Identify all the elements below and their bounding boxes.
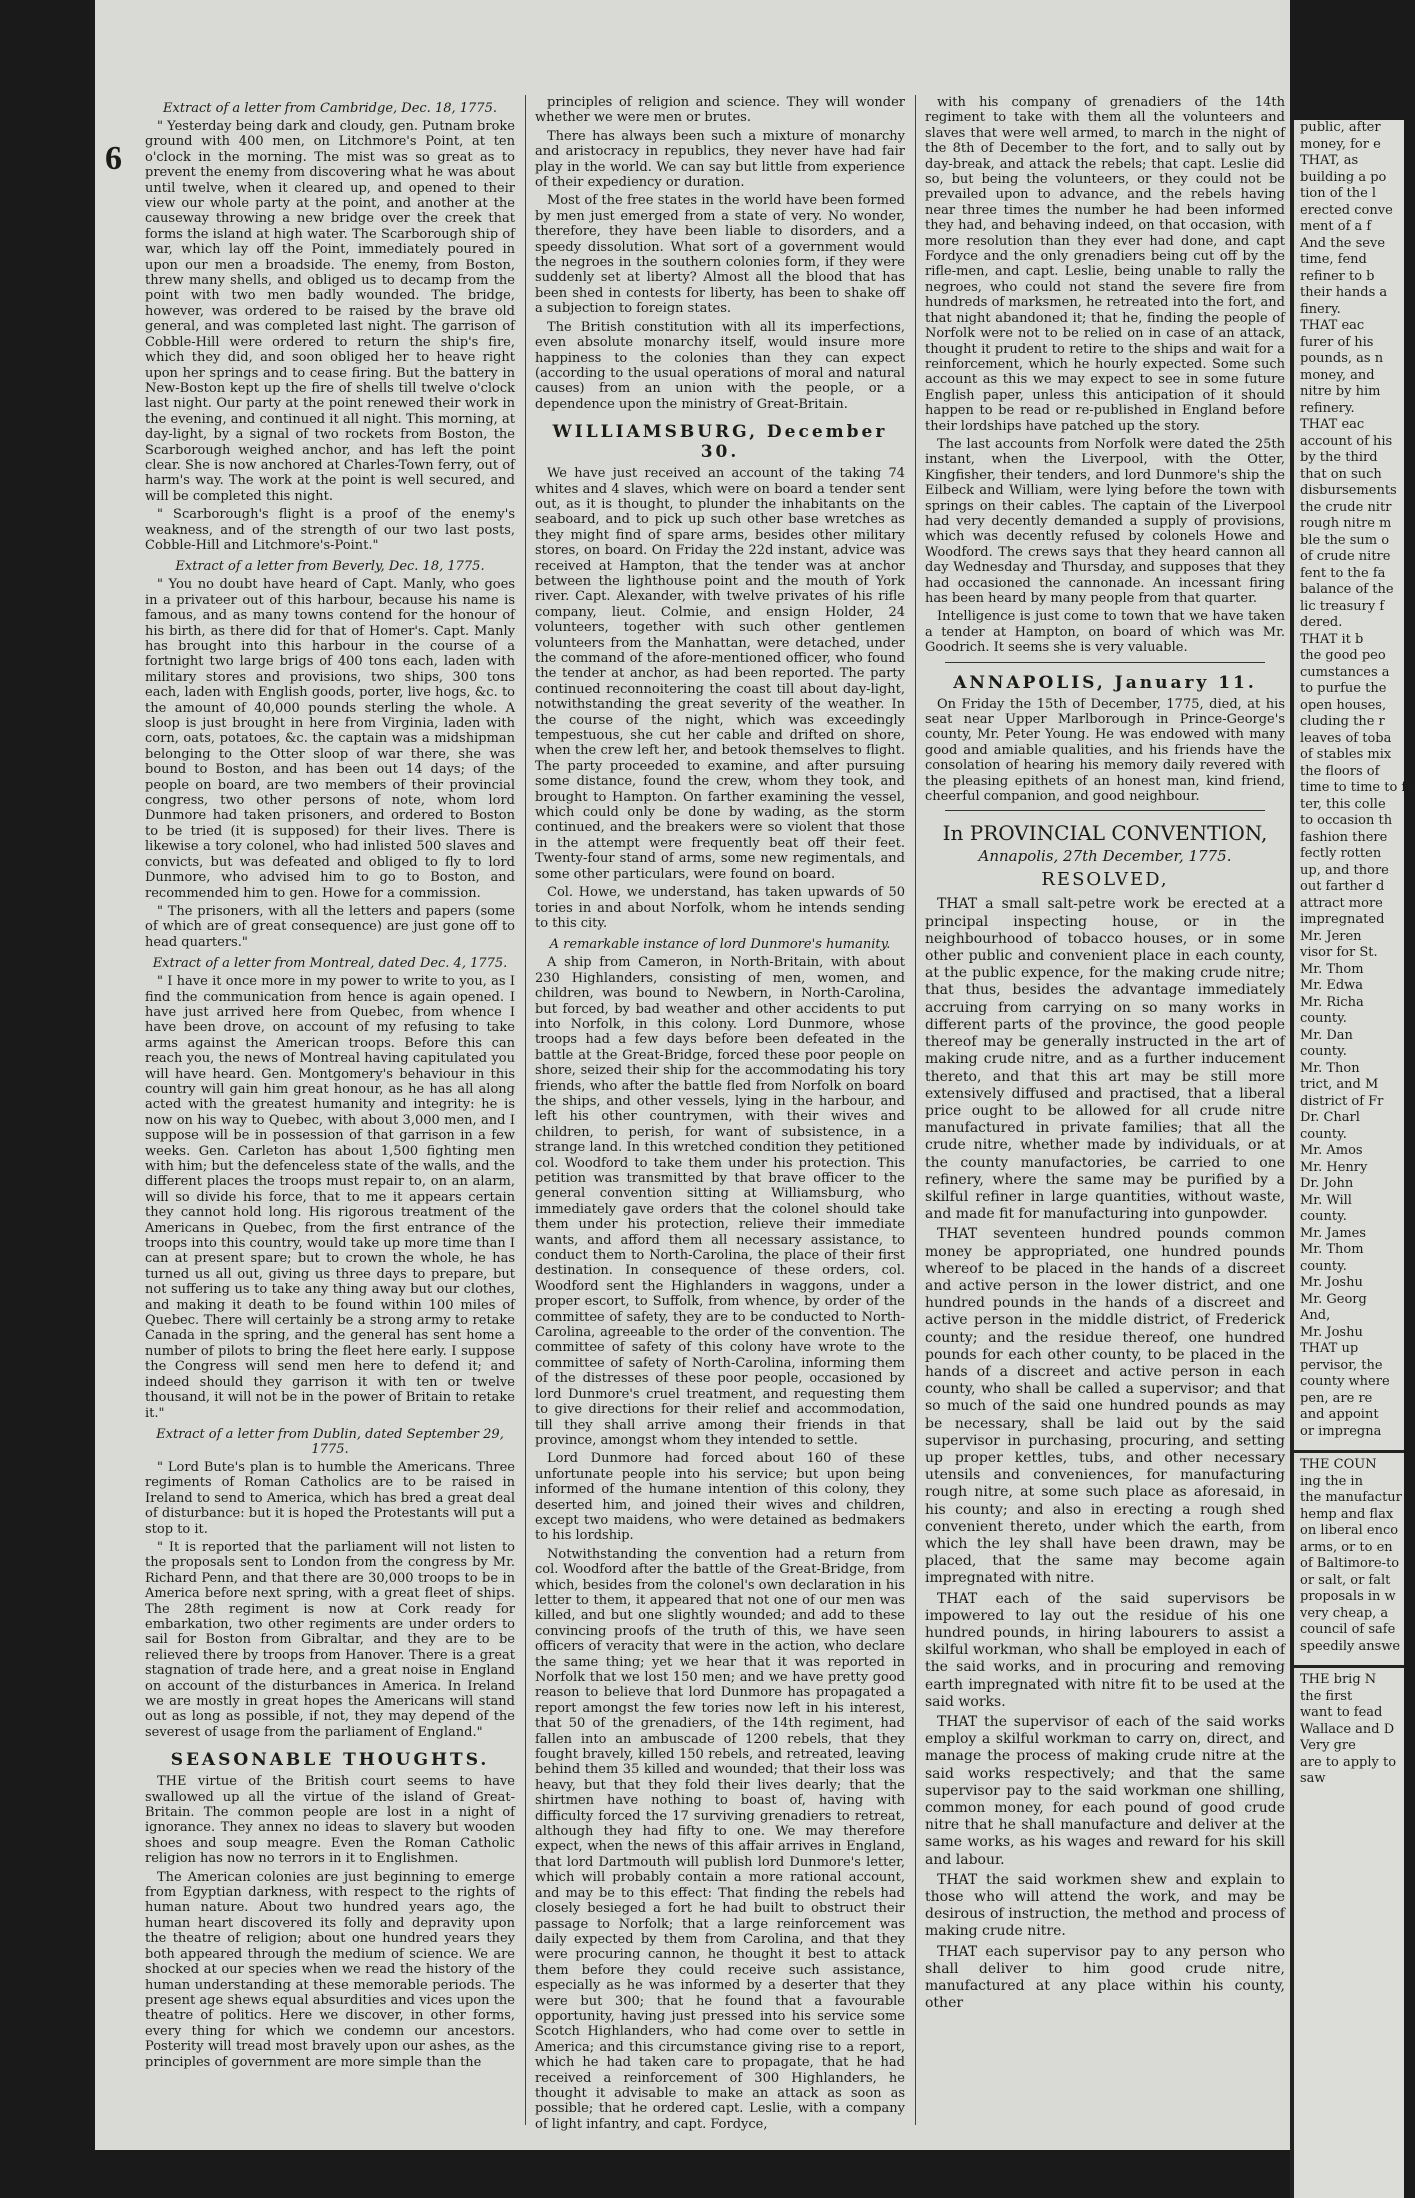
resolution: THAT the said workmen shew and explain to those who will attend the work, and may be desirous of instruction, the method and process of making crude nitre. bbox=[925, 1871, 1285, 1940]
fragment-line: out farther d bbox=[1300, 879, 1385, 894]
fragment-line: or impregna bbox=[1300, 1423, 1382, 1439]
fragment-line: THAT eac bbox=[1300, 417, 1365, 432]
fragment-line: cluding the r bbox=[1300, 714, 1385, 729]
fragment-line: Mr. Joshu bbox=[1300, 1275, 1363, 1290]
resolution: THAT a small salt-petre work be erected at a principal inspecting house, or in the neighbourhood of tobacco houses, or in some other public and convenient place in each county, at the public expence, for the making crude nitre; that thus, besides the advantage immediately accruing from carrying on so many works in different parts of the province, the good people thereof may be generally instructed in the art of making crude nitre, and as a further inducement thereto, and that this art may be still more extensively diffused and practised, that a liberal price ought to be allowed for all crude nitre manufactured in private families; that all the crude nitre, whether made by individuals, or at the county manufactories, be carried to one refinery, where the same may be purified by a skilful refiner in large quantities, without waste, and made fit for manufacturing into gunpowder. bbox=[925, 896, 1285, 1223]
fragment-line: refinery. bbox=[1300, 400, 1355, 416]
column-rule bbox=[915, 95, 916, 2125]
fragment-line: leaves of toba bbox=[1300, 730, 1392, 746]
paragraph: " You no doubt have heard of Capt. Manly, who goes in a privateer out of this harbour, because his name is famous, and as many towns contend for the honour of his birth, as there did for that of Homer's. Capt. Manly has brought into this harbour in the course of a fortnight two large brigs of 400 tons each, laden with military stores and provisions, two ships, 300 tons each, laden with English goods, porter, live hogs, &c. to the amount of 40,000 pounds sterling the whole. A sloop is just brought in here from Virginia, laden with corn, oats, potatoes, &c. the captain was a midshipman belonging to the Otter sloop of war there, she was bound to Boston, and has been out 14 days; of the people on board, are two members of their provincial congress, two other persons of note, whom lord Dunmore had taken prisoners, and ordered to Boston to be tried (it is supposed) for their lives. There is likewise a tory colonel, who had inlisted 500 slaves and convicts, but was defeated and obliged to fly to lord Dunmore, who advised him to go to Boston, and recommended him to gen. Howe for a commission. bbox=[145, 577, 515, 901]
paragraph: " I have it once more in my power to write to you, as I find the communication from hence is again opened. I have just arrived here from Quebec, from whence I have been drove, on account of my refusing to take arms against the American troops. Before this can reach you, the news of Montreal having capitulated you will have heard. Gen. Montgomery's behaviour in this country will gain him great honour, as he has all along acted with the greatest humanity and integrity: he is now on his way to Quebec, with about 3,000 men, and I suppose will be in possession of that garrison in a few weeks. Gen. Carleton has about 1,500 fighting men with him; but the defenceless state of the walls, and the different places the troops must repair to, on an alarm, will so divide his force, that to me it appears certain they cannot hold long. His rigorous treatment of the Americans in Quebec, from the first entrance of the troops into this country, would take up more time than I can at present spare; but to crown the whole, he has turned us all out, giving us three days to prepare, but not suffering us to take any thing away but our clothes, and making it death to be found within 100 miles of Quebec. There will certainly be a strong army to retake Canada in the spring, and the general has sent home a number of pilots to bring the fleet here early. I suppose the Congress will send men here to defend it; and indeed should they garrison it with ten or twelve thousand, it will not be in the power of Britain to retake it." bbox=[145, 974, 515, 1421]
fragment-lines bbox=[1294, 1457, 1404, 1655]
fragment-line: time to time to fp bbox=[1300, 780, 1415, 795]
fragment-lines bbox=[1294, 1672, 1404, 1788]
fragment-line: fent to the fa bbox=[1300, 565, 1386, 581]
paragraph: We have just received an account of the taking 74 whites and 4 slaves, which were on board a tender sent out, as it is thought, to plunder the inhabitants on the seaboard, and to pick up such other base wretches as they might find of spare arms, besides other military stores, on board. On Friday the 22d instant, advice was received at Hampton, that the tender was at anchor between the lighthouse point and the mouth of York river. Capt. Alexander, with twelve privates of his rifle company, lieut. Colmie, and ensign Holder, 24 volunteers, together with such other gentlemen volunteers from the Manhattan, were detached, under the command of the afore-mentioned officer, who found the tender at anchor, as had been reported. The party continued reconnoitering the coast till about day-light, notwithstanding the great severity of the weather. In the course of the night, which was exceedingly tempestuous, she cut her cable and drifted on shore, when the crew left her, and betook themselves to flight. The party proceeded to examine, and after pursuing some distance, found the crew, whom they took, and brought to Hampton. On farther examining the vessel, which could only be done by wading, as the storm continued, and the breakers were so violent that those in the attempt were frequently beat off their feet. Twenty-four stand of arms, some new regimentals, and some other particulars, were found on board. bbox=[535, 466, 905, 882]
heading-annapolis: ANNAPOLIS, January 11. bbox=[953, 672, 1257, 693]
paragraph: There has always been such a mixture of monarchy and aristocracy in republics, they never have had fair play in the world. We can say but little from experience of their expediency or duration. bbox=[535, 128, 905, 191]
paragraph: THE virtue of the British court seems to have swallowed up all the virtue of the island of Great-Britain. The common people are lost in a night of ignorance. They annex no ideas to slavery but wooden shoes and soup meagre. Even the Roman Catholic religion has now no terrors in it to Englishmen. bbox=[145, 1774, 515, 1867]
fragment-line: erected conve bbox=[1300, 202, 1393, 218]
fragment-line: want to fead bbox=[1300, 1705, 1383, 1720]
paragraph: Lord Dunmore had forced about 160 of these unfortunate people into his service; but upon being informed of the humane intention of this colony, they deserted him, and joined their wives and children, except two maidens, who were detained as bedmakers to his lordship. bbox=[535, 1451, 905, 1544]
fragment-line: refiner to b bbox=[1300, 268, 1375, 284]
resolution: THAT seventeen hundred pounds common money be appropriated, one hundred pounds whereof to be placed in the hands of a discreet and active person in the lower district, and one hundred pounds in the hands of a discreet and active person in the middle district, of Frederick county; and the residue thereof, one hundred pounds for each other county, to be placed in the hands of a discreet and active person in each county, who shall be called a supervisor; and that so much of the said one hundred pounds as may be necessary, shall be laid out by the said supervisor in purchasing, procuring, and setting up proper kettles, tubs, and other necessary utensils and conveniences, for manufacturing rough nitre, at some such place as aforesaid, in his county; and also in erecting a rough shed convenient thereto, under which the earth, from which the ley shall have been drawn, may be placed, that the same may become again impregnated with nitre. bbox=[925, 1226, 1285, 1587]
fragment-line: balance of the bbox=[1300, 582, 1394, 597]
fragment-line: county. bbox=[1300, 1126, 1347, 1142]
fragment-line: And the seve bbox=[1300, 235, 1386, 251]
fragment-line: county. bbox=[1300, 1044, 1347, 1059]
fragment-line: attract more bbox=[1300, 895, 1383, 911]
fragment-line: money, for e bbox=[1300, 136, 1381, 152]
fragment-line: county where bbox=[1300, 1374, 1390, 1389]
fragment-line: hemp and flax bbox=[1300, 1506, 1394, 1522]
fragment-line: by the third bbox=[1300, 450, 1378, 465]
resolution: THAT each supervisor pay to any person who shall deliver to him good crude nitre, manufactured at any place within his county, other bbox=[925, 1943, 1285, 2012]
fragment-line: money, and bbox=[1300, 367, 1375, 383]
paragraph: On Friday the 15th of December, 1775, died, at his seat near Upper Marlborough in Prince-George's county, Mr. Peter Young. He was endowed with many good and amiable qualities, and his friends have the consolation of hearing his memory daily revered with the pleasing epithets of an honest man, kind friend, cheerful companion, and good neighbour. bbox=[925, 696, 1285, 805]
fragment-line: tion of the l bbox=[1300, 186, 1377, 201]
heading-montreal: Extract of a letter from Montreal, dated Dec. 4, 1775. bbox=[152, 956, 508, 972]
fragment-line: rough nitre m bbox=[1300, 516, 1392, 531]
paragraph: with his company of grenadiers of the 14th regiment to take with them all the volunteers and slaves that were well armed, to march in the night of the 8th of December to the fort, and to sally out by day-break, and attack the rebels; that capt. Leslie did so, but being the volunteers, or they could not be prevailed upon to advance, and the rebels having near three times the number he had been informed they had, and behaving indeed, on that occasion, with more resolution than they ever had done, and capt Fordyce and the only grenadiers being cut off by the rifle-men, and capt. Leslie, being unable to rally the negroes, who could not stand the severe fire from hundreds of marksmen, he retreated into the fort, and that night abandoned it; that he, finding the people of Norfolk were not to be relied on in case of an attack, thought it prudent to retire to the ships and wait for a reinforcement, which he hourly expected. Some such account as this we may expect to see in some future English paper, unless this anticipation of it should happen to be read or re-published in England before their lordships have patched up the story. bbox=[925, 95, 1285, 434]
fragment-line: trict, and M bbox=[1300, 1077, 1379, 1092]
fragment-line: Dr. John bbox=[1300, 1176, 1354, 1191]
fragment-line: open houses, bbox=[1300, 697, 1387, 713]
fragment-line: Wallace and D bbox=[1300, 1721, 1395, 1737]
fragment-line: Mr. Will bbox=[1300, 1192, 1352, 1208]
fragment-line: saw bbox=[1300, 1771, 1326, 1786]
fragment-line: the first bbox=[1300, 1688, 1353, 1704]
heading-dunmore: A remarkable instance of lord Dunmore's humanity. bbox=[549, 937, 891, 953]
heading-cambridge: Extract of a letter from Cambridge, Dec. 18, 1775. bbox=[163, 101, 497, 116]
fragment-line: ing the in bbox=[1300, 1473, 1363, 1489]
paragraph: The last accounts from Norfolk were dated the 25th instant, when the Liverpool, with the Otter, Kingfisher, their tenders, and lord Dunmore's ship the Eilbeck and William, were lying before the town with springs on their cables. The captain of the Liverpool had very decently demanded a supply of provisions, which was decently refused by colonels Howe and Woodford. The crews says that they heard cannon all day Wednesday and Thursday, and supposes that they had occasioned the cannonade. An incessant firing has been heard by many people from that quarter. bbox=[925, 436, 1285, 606]
column-1 bbox=[145, 95, 515, 2135]
fragment-line: Mr. Amos bbox=[1300, 1143, 1363, 1158]
resolution: THAT each of the said supervisors be impowered to lay out the residue of his one hundred pounds, in hiring labourers to assist a skilful workman, who shall be employed in each of the said works, and in procuring and removing earth impregnated with nitre fit to be used at the said works. bbox=[925, 1590, 1285, 1710]
fragment-line: THAT it b bbox=[1300, 631, 1364, 647]
adjacent-page-fragment bbox=[1290, 120, 1415, 2198]
fragment-line: Mr. Thon bbox=[1300, 1060, 1360, 1076]
paragraph: " Lord Bute's plan is to humble the Americans. Three regiments of Roman Catholics are to be raised in Ireland to send to America, which has bred a great deal of disturbance: but it is hoped the Protestants will put a stop to it. bbox=[145, 1459, 515, 1537]
fragment-line: district of Fr bbox=[1300, 1093, 1384, 1109]
fragment-line: account of his bbox=[1300, 433, 1393, 449]
paragraph: " Scarborough's flight is a proof of the enemy's weakness, and of the strength of our two last posts, Cobble-Hill and Litchmore's-Point." bbox=[145, 507, 515, 553]
newspaper-page bbox=[95, 0, 1290, 2150]
heading-resolved: RESOLVED, bbox=[1041, 869, 1169, 891]
fragment-line: pounds, as n bbox=[1300, 351, 1384, 366]
paragraph: principles of religion and science. They will wonder whether we were men or brutes. bbox=[535, 95, 905, 126]
fragment-line: ter, this colle bbox=[1300, 796, 1386, 812]
fragment-line: pervisor, the bbox=[1300, 1357, 1383, 1373]
column-rule bbox=[525, 95, 526, 2125]
divider bbox=[945, 662, 1265, 663]
fragment-line: on liberal enco bbox=[1300, 1523, 1399, 1538]
fragment-line: the good peo bbox=[1300, 648, 1386, 663]
heading-seasonable-thoughts: SEASONABLE THOUGHTS. bbox=[170, 1750, 490, 1771]
divider bbox=[1294, 1450, 1404, 1453]
paragraph: The British constitution with all its imperfections, even absolute monarchy itself, would insure more happiness to the colonies than they can expect (according to the usual operations of moral and natural causes) from an union with the people, or a dependence upon the ministry of Great-Britain. bbox=[535, 319, 905, 412]
fragment-line: to purfue the bbox=[1300, 681, 1387, 696]
fragment-line: impregnated bbox=[1300, 912, 1385, 927]
fragment-line: pen, are re bbox=[1300, 1390, 1373, 1406]
fragment-line: council of safe bbox=[1300, 1622, 1396, 1637]
fragment-line: fectly rotten bbox=[1300, 846, 1382, 861]
fragment-line: and appoint bbox=[1300, 1407, 1379, 1422]
fragment-line: THE COUN bbox=[1300, 1457, 1377, 1472]
fragment-line: that on such bbox=[1300, 466, 1382, 482]
fragment-line: county. bbox=[1300, 1011, 1347, 1026]
fragment-line: public, after bbox=[1300, 120, 1381, 135]
fragment-line: Mr. Joshu bbox=[1300, 1324, 1363, 1340]
fragment-line: ble the sum o bbox=[1300, 532, 1390, 548]
fragment-line: speedily answe bbox=[1300, 1638, 1401, 1654]
paragraph: A ship from Cameron, in North-Britain, with about 230 Highlanders, consisting of men, women, and children, was bound to Newbern, in North-Carolina, but forced, by bad weather and other accidents to put into Norfolk, in this colony. Lord Dunmore, whose troops had a few days before been defeated in the battle at the Great-Bridge, forced these poor people on shore, seized their ship for the accommodating his tory friends, who after the battle fled from Norfolk on board the ships, and other vessels, lying in the harbour, and left his other countrymen, with their wives and children, to perish, for want of subsistence, in a strange land. In this wretched condition they petitioned col. Woodford to take them under his protection. This petition was transmitted by that brave officer to the general convention sitting at Williamsburg, who immediately gave orders that the colonel should take them under his protection, relieve their immediate wants, and afford them all necessary assistance, to conduct them to North-Carolina, the place of their first destination. In consequence of these orders, col. Woodford sent the Highlanders in waggons, under a proper escort, to Suffolk, from whence, by order of the committee of safety, they are to be conducted to North-Carolina, agreeable to the order of the convention. The committee of safety of this colony have wrote to the committee of safety of North-Carolina, informing them of the distresses of these poor people, occasioned by lord Dunmore's cruel treatment, and requesting them to give directions for their relief and accommodation, till they shall arrive among their friends in that province, amongst whom they intended to settle. bbox=[535, 955, 905, 1448]
paragraph: Intelligence is just come to town that we have taken a tender at Hampton, on board of which was Mr. Goodrich. It seems she is very valuable. bbox=[925, 609, 1285, 656]
fragment-line: the manufactur bbox=[1300, 1490, 1402, 1505]
fragment-line: time, fend bbox=[1300, 252, 1367, 267]
fragment-line: Mr. James bbox=[1300, 1225, 1367, 1241]
fragment-line: Dr. Charl bbox=[1300, 1110, 1360, 1125]
paragraph: " Yesterday being dark and cloudy, gen. Putnam broke ground with 400 men, on Litchmore's Point, at ten o'clock in the morning. The mist was so great as to prevent the enemy from discovering what he was about until twelve, when it cleared up, and opened to their view our whole party at the point, and another at the causeway throwing a new bridge over the creek that forms the island at high water. The Scarborough ship of war, which lay off the Point, immediately poured in upon our men a broadside. The enemy, from Boston, threw many shells, and obliged us to decamp from the point with two men badly wounded. The bridge, however, was ordered to be raised by the brave old general, and was completed last night. The garrison of Cobble-Hill were ordered to return the ship's fire, which they did, and soon obliged her to heave right upon her springs and to cease firing. But the battery in New-Boston kept up the fire of shells till twelve o'clock last night. Our party at the point renewed their work in the evening, and continued it all night. This morning, at day-light, by a signal of two rockets from Boston, the Scarborough weighed anchor, and has left the point clear. She is now anchored at Charles-Town ferry, out of harm's way. The work at the point is well secured, and will be completed this night. bbox=[145, 119, 515, 504]
fragment-line: THAT, as bbox=[1300, 153, 1359, 168]
divider bbox=[1294, 1665, 1404, 1668]
column-2 bbox=[535, 95, 905, 2135]
fragment-line: Mr. Edwa bbox=[1300, 978, 1364, 993]
fragment-line: building a po bbox=[1300, 169, 1387, 185]
fragment-line: up, and thore bbox=[1300, 862, 1389, 878]
paragraph: Most of the free states in the world have been formed by men just emerged from a state of very. No wonder, therefore, they have been liable to disorders, and a speedy dissolution. What sort of a government would the negroes in the southern colonies form, if they were suddenly set at liberty? Almost all the blood that has been shed in contests for liberty, has been to shake off a subjection to foreign states. bbox=[535, 193, 905, 317]
fragment-line: county. bbox=[1300, 1258, 1347, 1274]
fragment-line: And, bbox=[1300, 1308, 1331, 1323]
paragraph: The American colonies are just beginning to emerge from Egyptian darkness, with respect to the rights of human nature. About two hundred years ago, the human heart discovered its folly and depravity upon the theatre of religion; about one hundred years they both appeared through the medium of science. We are shocked at our species when we read the history of the human understanding at these memorable periods. The present age shews equal absurdities and vices upon the theatre of politics. Here we discover, in other forms, every thing for which we condemn our ancestors. Posterity will tread most bravely upon our ashes, as the principles of government are more simple than the bbox=[145, 1869, 515, 2070]
fragment-line: Mr. Jeren bbox=[1300, 928, 1362, 944]
fragment-line: visor for St. bbox=[1300, 945, 1378, 960]
fragment-line: nitre by him bbox=[1300, 384, 1381, 399]
fragment-line: furer of his bbox=[1300, 334, 1374, 350]
fragment-line: are to apply to bbox=[1300, 1754, 1397, 1770]
fragment-line: lic treasury f bbox=[1300, 598, 1385, 614]
page-number: 6 bbox=[105, 140, 122, 177]
fragment-line: Mr. Dan bbox=[1300, 1027, 1353, 1043]
fragment-lines bbox=[1294, 120, 1415, 1440]
fragment-line: of stables mix bbox=[1300, 747, 1392, 762]
fragment-line: Very gre bbox=[1300, 1738, 1356, 1753]
fragment-line: the floors of bbox=[1300, 763, 1380, 779]
divider bbox=[945, 810, 1265, 811]
resolution: THAT the supervisor of each of the said works employ a skilful workman to carry on, direct, and manage the process of making crude nitre at the said works respectively; and that the same supervisor pay to the said workman one shilling, common money, for each pound of good crude nitre that he shall manufacture and deliver at the same works, as his wages and reward for his skill and labour. bbox=[925, 1714, 1285, 1868]
fragment-line: fashion there bbox=[1300, 829, 1388, 845]
paragraph: " It is reported that the parliament will not listen to the proposals sent to London from the congress by Mr. Richard Penn, and that there are 30,000 troops to be in America before next spring, with a great fleet of ships. The 28th regiment is now at Cork ready for embarkation, two other regiments are under orders to sail for Boston from Gibraltar, and they are to be relieved there by troops from Hanover. There is a great stagnation of trade here, and a great noise in England on account of the disturbances in America. In Ireland we are mostly in great hopes the Americans will stand out as long as possible, if not, they may depend of the severest of usage from the parliament of England." bbox=[145, 1539, 515, 1740]
fragment-line: of crude nitre bbox=[1300, 549, 1391, 564]
fragment-line: their hands a bbox=[1300, 285, 1388, 300]
fragment-line: Mr. Thom bbox=[1300, 961, 1364, 977]
fragment-line: arms, or to en bbox=[1300, 1539, 1393, 1555]
paragraph: Notwithstanding the convention had a return from col. Woodford after the battle of the Great-Bridge, from which, besides from the colonel's own declaration in his letter to them, it appeared that not one of our men was killed, and but one slightly wounded; and add to these convincing proofs of the truth of this, we have seen officers of veracity that were in the action, who declare the same thing; yet we hear that it was reported in Norfolk that we lost 150 men; and we have pretty good reason to believe that lord Dunmore has propagated a report amongst the few tories now left in his interest, that 50 of the grenadiers, of the 14th regiment, had fallen into an ambuscade of 1200 rebels, that they fought bravely, killed 150 rebels, and retreated, leaving behind them 35 killed and wounded; that their loss was heavy, but that they fold their lives dearly; that the shirtmen have nothing to boast of, having with difficulty forced the 17 surviving grenadiers to retreat, although they had fifty to one. We may therefore expect, when the news of this affair arrives in England, that lord Dartmouth will publish lord Dunmore's letter, which will probably contain a more rational account, and may be to this effect: That finding the rebels had closely besieged a fort he had built to obstruct their passage to Norfolk; that a large reinforcement was daily expected by them from Carolina, and that they were procuring cannon, he thought it best to attack them before they could receive such assistance, especially as he was informed by a deserter that they were but 300; that he found that a favourable opportunity, having just pressed into his service some Scotch Highlanders, who had come over to settle in America; and this circumstance giving rise to a report, which he had taken care to propagate, that he had received a reinforcement of 300 Highlanders, he thought it advisable to make an attack as soon as possible; that he ordered capt. Leslie, with a company of light infantry, and capt. Fordyce, bbox=[535, 1546, 905, 2132]
fragment-line: proposals in w bbox=[1300, 1589, 1396, 1604]
fragment-line: THAT up bbox=[1300, 1341, 1359, 1356]
fragment-line: very cheap, a bbox=[1300, 1605, 1389, 1621]
fragment-line: or salt, or falt bbox=[1300, 1572, 1391, 1588]
fragment-line: county. bbox=[1300, 1209, 1347, 1224]
heading-dublin: Extract of a letter from Dublin, dated September 29, 1775. bbox=[156, 1426, 504, 1457]
fragment-line: THAT eac bbox=[1300, 318, 1365, 333]
heading-provincial-convention: In PROVINCIAL CONVENTION, bbox=[942, 821, 1268, 846]
fragment-line: Mr. Georg bbox=[1300, 1291, 1367, 1307]
fragment-line: to occasion th bbox=[1300, 813, 1393, 828]
heading-williamsburg: WILLIAMSBURG, December 30. bbox=[552, 422, 888, 463]
fragment-line: Mr. Henry bbox=[1300, 1159, 1368, 1175]
fragment-line: the crude nitr bbox=[1300, 499, 1392, 515]
paragraph: Col. Howe, we understand, has taken upwards of 50 tories in and about Norfolk, whom he intends sending to this city. bbox=[535, 885, 905, 931]
fragment-line: dered. bbox=[1300, 615, 1343, 630]
fragment-line: finery. bbox=[1300, 301, 1341, 317]
fragment-line: Mr. Richa bbox=[1300, 994, 1364, 1010]
heading-beverly: Extract of a letter from Beverly, Dec. 18, 1775. bbox=[175, 559, 485, 575]
fragment-line: ment of a f bbox=[1300, 219, 1372, 234]
fragment-line: disbursements bbox=[1300, 483, 1397, 498]
paragraph: " The prisoners, with all the letters and papers (some of which are of great consequence) are just gone off to head quarters." bbox=[145, 903, 515, 950]
fragment-line: Mr. Thom bbox=[1300, 1242, 1364, 1257]
dateline: Annapolis, 27th December, 1775. bbox=[978, 847, 1232, 866]
fragment-line: THE brig N bbox=[1300, 1672, 1377, 1687]
fragment-line: of Baltimore-to bbox=[1300, 1556, 1400, 1571]
column-3 bbox=[925, 95, 1285, 2135]
fragment-line: cumstances a bbox=[1300, 664, 1390, 680]
